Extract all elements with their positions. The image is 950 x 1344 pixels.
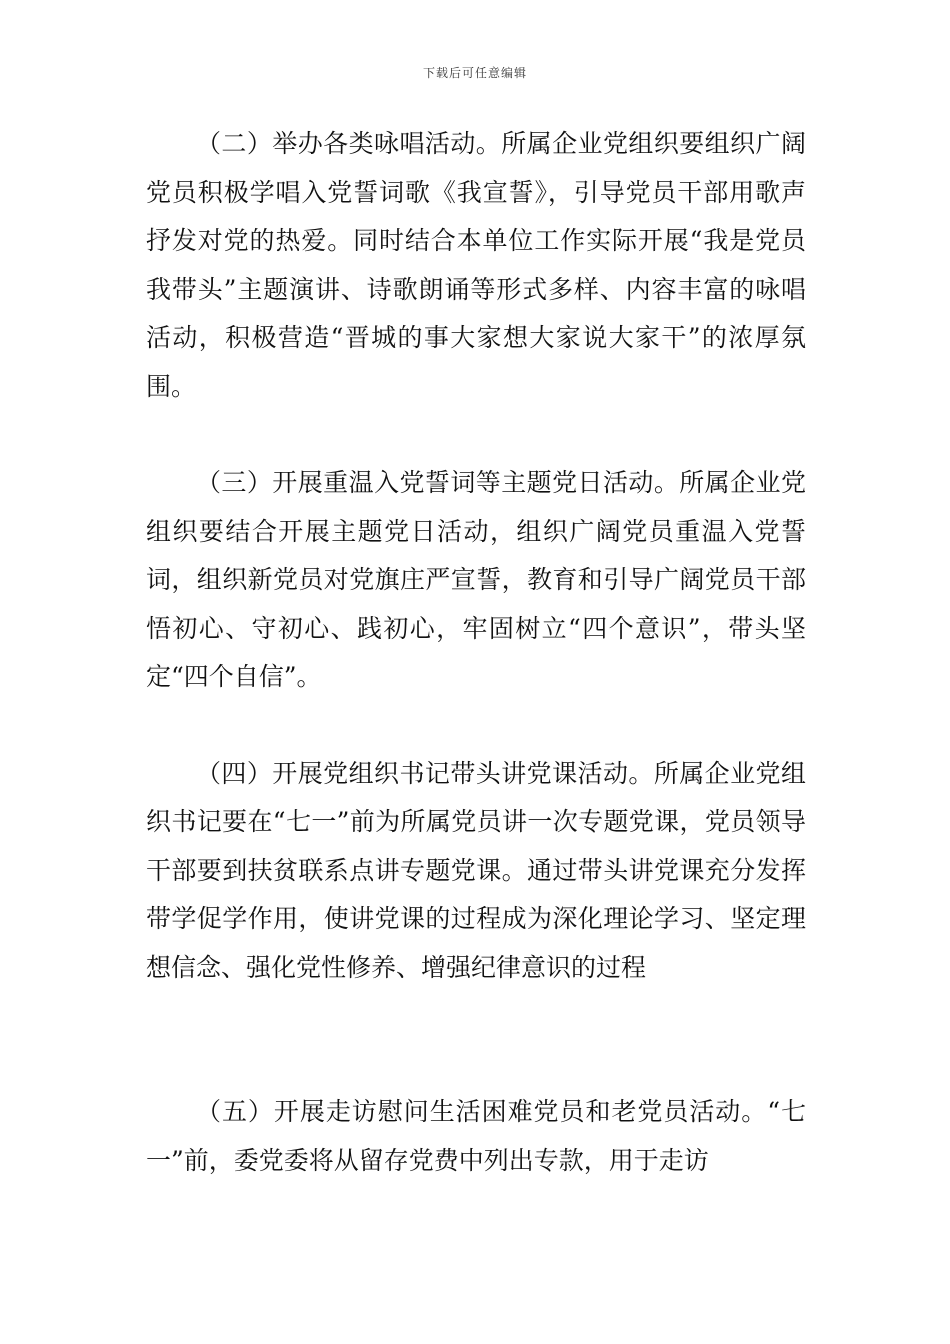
paragraph-spacer xyxy=(146,992,806,1088)
document-body xyxy=(146,120,806,1185)
paragraph-spacer xyxy=(146,411,806,459)
paragraph-4: （四）开展党组织书记带头讲党课活动。所属企业党组织书记要在“七一”前为所属党员讲一次专题党课，党员领导干部要到扶贫联系点讲专题党课。通过带头讲党课充分发挥带学促学作用，使讲党课的过程成为深化理论学习、坚定理想信念、强化党性修养、增强纪律意识的过程 xyxy=(146,758,806,982)
page-header: 下载后可任意编辑 xyxy=(422,66,527,80)
paragraph-5: （五）开展走访慰问生活困难党员和老党员活动。“七一”前，委党委将从留存党费中列出专款，用于走访 xyxy=(146,1097,806,1175)
paragraph-2: （二）举办各类咏唱活动。所属企业党组织要组织广阔党员积极学唱入党誓词歌《我宣誓》，引导党员干部用歌声抒发对党的热爱。同时结合本单位工作实际开展“我是党员我带头”主题演讲、诗歌朗诵等形式多样、内容丰富的咏唱活动，积极营造“晋城的事大家想大家说大家干”的浓厚氛围。 xyxy=(146,129,806,401)
paragraph-spacer xyxy=(146,702,806,750)
paragraph-3: （三）开展重温入党誓词等主题党日活动。所属企业党组织要结合开展主题党日活动，组织广阔党员重温入党誓词，组织新党员对党旗庄严宣誓，教育和引导广阔党员干部悟初心、守初心、践初心，牢固树立“四个意识”，带头坚定“四个自信”。 xyxy=(146,468,806,691)
